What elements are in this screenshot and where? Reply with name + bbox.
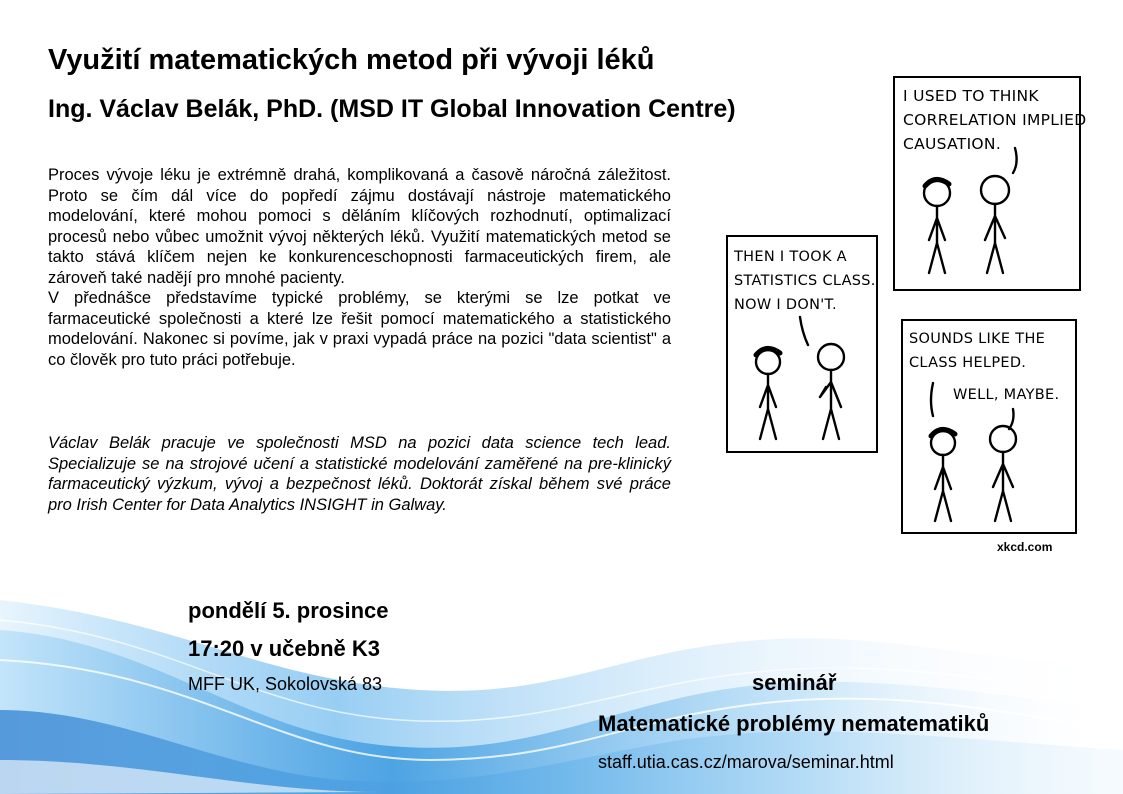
comic-panel-3-text-a: SOUNDS LIKE THE CLASS HELPED. [909, 331, 1046, 371]
event-time: 17:20 v učebně K3 [188, 636, 380, 661]
speaker-line: Ing. Václav Belák, PhD. (MSD IT Global Innovation Centre) [48, 95, 736, 123]
seminar-url[interactable]: staff.utia.cas.cz/marova/seminar.html [598, 752, 894, 772]
abstract-paragraph-2: V přednášce představíme typické problémy, se kterými se lze potkat ve farmaceutické společnosti a které lze řešit pomocí matematického a statistického modelování. Nakonec si povíme, jak v praxi vypadá práce na pozici "data scientist" a co člověk pro tuto práci potřebuje. [48, 289, 671, 369]
comic-panel-1-text: I USED TO THINK CORRELATION IMPLIED CAUSATION. [903, 87, 1087, 153]
abstract [48, 165, 671, 370]
comic-panel-3-text-b: WELL, MAYBE. [953, 387, 1060, 403]
comic-credit: xkcd.com [997, 540, 1053, 554]
event-date: pondělí 5. prosince [188, 598, 389, 623]
speaker-bio: Václav Belák pracuje ve společnosti MSD na pozici data science tech lead. Specializuje se na strojové učení a statistické modelování zaměřené na pre-klinický farmaceutický výzkum, vývoj a bezpečnost léků. Doktorát získal během své práce pro Irish Center for Data Analytics INSIGHT in Galway. [48, 434, 671, 514]
event-place: MFF UK, Sokolovská 83 [188, 674, 383, 694]
comic-panel-2-text: THEN I TOOK A STATISTICS CLASS. NOW I DON'T. [734, 249, 876, 313]
stick-figures-icon [903, 321, 1079, 536]
seminar-name: Matematické problémy nematematiků [598, 711, 990, 736]
abstract-paragraph-1: Proces vývoje léku je extrémně drahá, komplikovaná a časově náročná záležitost. Proto se čím dál více do popředí zájmu dostávají nástroje matematického modelování, které mohou pomoci s děláním klíčových rozhodnutí, optimalizací procesů nebo vůbec umožnit vývoj některých léků. Využití matematických metod se takto stává klíčem nejen ke konkurenceschopnosti farmaceutických firem, ale zároveň také nadějí pro mnohé pacienty. [48, 166, 671, 287]
stick-figures-icon [728, 237, 880, 455]
page-title: Využití matematických metod při vývoji léků [48, 44, 655, 76]
comic-panel-1 [893, 76, 1087, 291]
stick-figures-icon [895, 78, 1083, 293]
comic-panel-3 [901, 319, 1077, 534]
seminar-label: seminář [752, 670, 837, 695]
decorative-waves [0, 560, 1123, 794]
comic-panel-2 [726, 235, 878, 453]
